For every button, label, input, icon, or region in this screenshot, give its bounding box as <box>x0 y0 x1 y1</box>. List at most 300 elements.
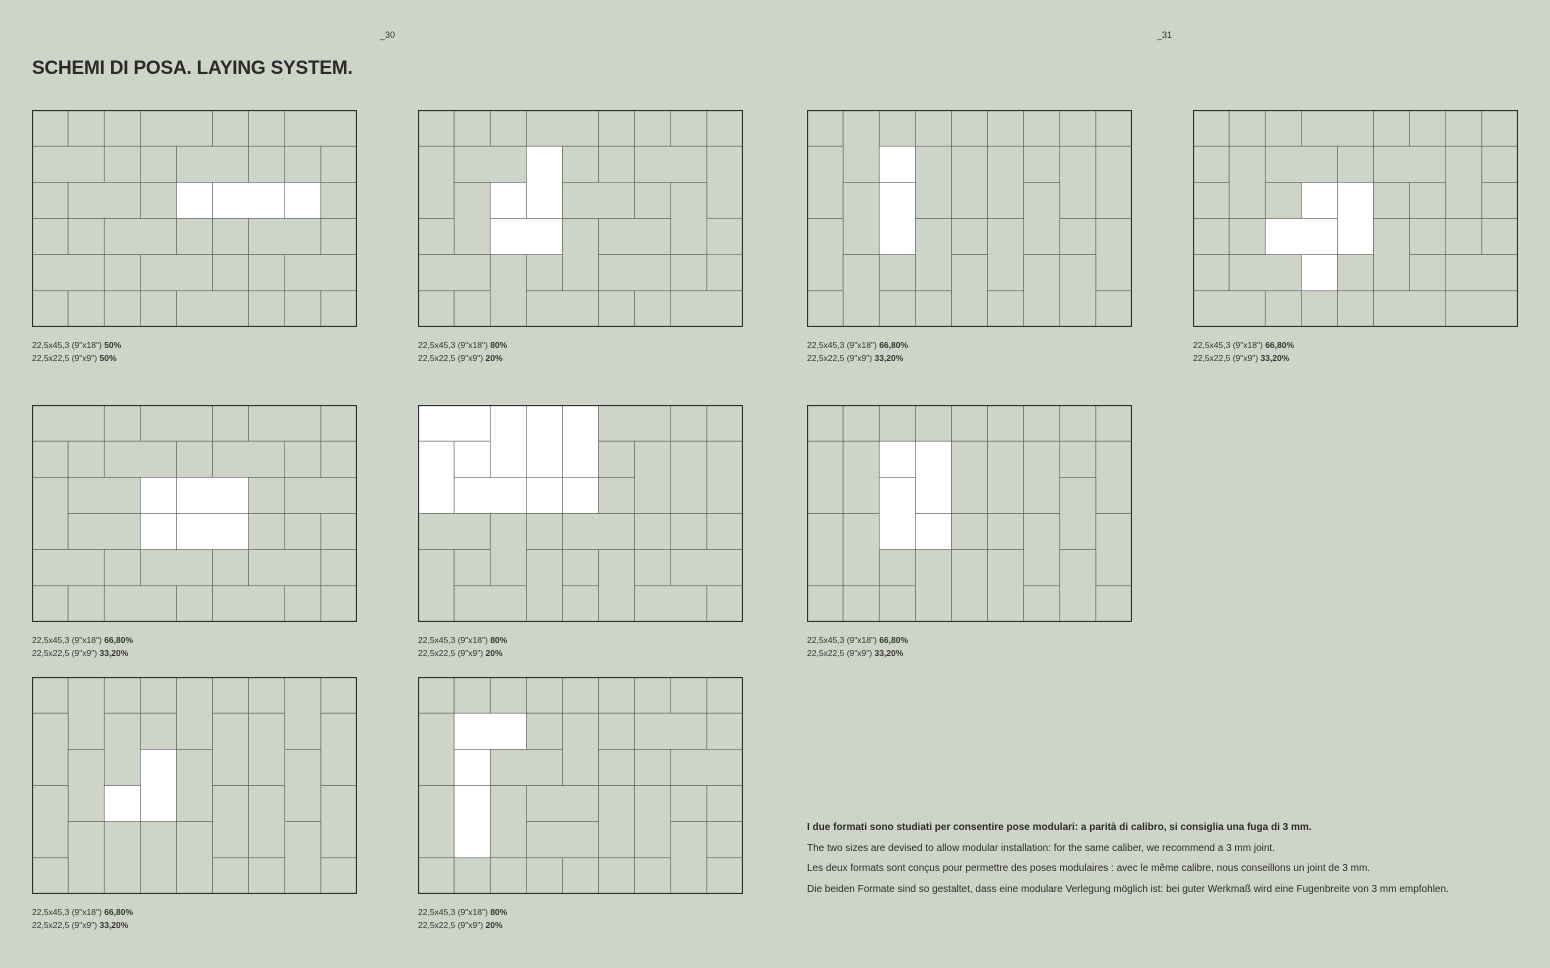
tile <box>418 858 454 894</box>
tile <box>454 291 490 327</box>
highlighted-tile <box>526 146 562 218</box>
tile <box>1096 441 1132 513</box>
tile <box>707 146 743 218</box>
tile <box>951 219 987 255</box>
tile <box>843 441 879 513</box>
highlighted-tile <box>104 786 140 822</box>
tile <box>285 291 321 327</box>
tile <box>213 219 249 255</box>
tile <box>32 110 68 146</box>
scheme-2-caption <box>418 339 743 364</box>
tile <box>599 786 635 858</box>
tile <box>1024 146 1060 182</box>
highlighted-tile <box>176 514 248 550</box>
tile <box>635 514 671 550</box>
scheme-5-caption <box>32 634 357 659</box>
highlighted-tile <box>176 477 248 513</box>
tile <box>707 405 743 441</box>
tile <box>321 441 357 477</box>
caption-line-large-tile: 22,5x45,3 (9"x18") 80% <box>418 907 508 917</box>
tile <box>249 550 321 586</box>
highlighted-tile <box>526 405 562 477</box>
tile <box>1024 255 1060 327</box>
highlighted-tile <box>140 749 176 821</box>
tile <box>1193 110 1229 146</box>
laying-scheme-1 <box>32 110 357 364</box>
highlighted-tile <box>285 182 321 218</box>
tile <box>915 291 951 327</box>
tile <box>707 858 743 894</box>
tile <box>1229 255 1301 291</box>
tile <box>599 749 635 785</box>
tile <box>807 441 843 513</box>
tile <box>490 786 526 858</box>
tile <box>988 514 1024 550</box>
tile <box>454 858 490 894</box>
tile <box>879 550 915 586</box>
tile <box>1482 110 1518 146</box>
tile <box>526 550 562 622</box>
laying-scheme-2 <box>418 110 743 364</box>
tile <box>1060 219 1096 255</box>
tile <box>599 477 635 513</box>
tile <box>807 110 843 146</box>
tile <box>1301 110 1373 146</box>
tile <box>1096 146 1132 218</box>
tile <box>1482 182 1518 218</box>
highlighted-tile <box>879 477 915 549</box>
tile <box>807 514 843 586</box>
tile <box>213 858 249 894</box>
tile <box>635 586 707 622</box>
scheme-7-diagram <box>807 405 1132 622</box>
tile <box>843 514 879 586</box>
tile <box>140 110 212 146</box>
tile <box>249 786 285 858</box>
tile <box>1229 219 1265 255</box>
tile <box>104 291 140 327</box>
highlighted-tile <box>526 477 562 513</box>
tile <box>562 182 634 218</box>
scheme-3-caption <box>807 339 1132 364</box>
tile <box>671 405 707 441</box>
caption-line-large-tile: 22,5x45,3 (9"x18") 66,80% <box>32 907 134 917</box>
tile <box>32 586 68 622</box>
tile <box>1265 182 1301 218</box>
caption-line-large-tile: 22,5x45,3 (9"x18") 80% <box>418 340 508 350</box>
tile <box>671 441 707 513</box>
tile <box>988 405 1024 441</box>
tile <box>32 441 68 477</box>
tile <box>635 786 671 858</box>
tile <box>807 219 843 291</box>
tile <box>671 255 707 291</box>
tile <box>249 146 285 182</box>
tile <box>1193 219 1229 255</box>
tile <box>285 110 357 146</box>
laying-scheme-9 <box>418 677 743 931</box>
highlighted-tile <box>490 405 526 477</box>
tile <box>707 514 743 550</box>
tile <box>988 441 1024 513</box>
tile <box>454 677 490 713</box>
tile <box>879 586 915 622</box>
tile <box>526 514 562 550</box>
tile <box>1229 146 1265 218</box>
tile <box>454 586 526 622</box>
tile <box>671 749 743 785</box>
tile <box>1096 110 1132 146</box>
scheme-3-diagram <box>807 110 1132 327</box>
tile <box>1193 291 1265 327</box>
tile <box>418 219 454 255</box>
tile <box>1024 405 1060 441</box>
tile <box>879 405 915 441</box>
tile <box>68 291 104 327</box>
tile <box>32 146 104 182</box>
laying-scheme-3 <box>807 110 1132 364</box>
tile <box>951 405 987 441</box>
tile <box>599 291 635 327</box>
tile <box>807 405 843 441</box>
scheme-8-diagram <box>32 677 357 894</box>
tile <box>321 713 357 785</box>
tile <box>951 550 987 622</box>
laying-scheme-5 <box>32 405 357 659</box>
tile <box>321 586 357 622</box>
tile <box>843 255 879 327</box>
tile <box>1024 441 1060 513</box>
tile <box>1060 110 1096 146</box>
caption-line-large-tile: 22,5x45,3 (9"x18") 66,80% <box>807 340 909 350</box>
tile <box>418 291 454 327</box>
highlighted-tile <box>140 514 176 550</box>
tile <box>285 514 321 550</box>
tile <box>68 586 104 622</box>
tile <box>1410 182 1446 218</box>
tile <box>140 822 176 894</box>
caption-line-small-tile: 22,5x22,5 (9"x9") 33,20% <box>807 647 904 658</box>
tile <box>249 405 321 441</box>
laying-scheme-8 <box>32 677 357 931</box>
caption-line-large-tile: 22,5x45,3 (9"x18") 66,80% <box>807 635 909 645</box>
tile <box>418 110 454 146</box>
tile <box>140 550 212 586</box>
tile <box>213 255 249 291</box>
tile <box>140 182 176 218</box>
tile <box>104 550 140 586</box>
highlighted-tile <box>418 405 490 441</box>
tile <box>68 110 104 146</box>
tile <box>418 677 454 713</box>
caption-line-small-tile: 22,5x22,5 (9"x9") 50% <box>32 352 117 363</box>
caption-line-small-tile: 22,5x22,5 (9"x9") 33,20% <box>1193 352 1290 363</box>
tile <box>635 749 671 785</box>
tile <box>285 255 357 291</box>
tile <box>526 858 562 894</box>
tile <box>418 550 454 622</box>
tile <box>104 713 140 785</box>
highlighted-tile <box>562 477 598 513</box>
tile <box>915 550 951 622</box>
tile <box>213 550 249 586</box>
tile <box>176 219 212 255</box>
tile <box>562 586 598 622</box>
tile <box>1265 291 1301 327</box>
tile <box>68 514 140 550</box>
tile <box>1374 110 1410 146</box>
tile <box>176 586 212 622</box>
tile <box>213 441 285 477</box>
page-title: SCHEMI DI POSA. LAYING SYSTEM. <box>32 58 353 79</box>
tile <box>32 405 104 441</box>
tile <box>490 858 526 894</box>
tile <box>104 219 176 255</box>
tile <box>988 291 1024 327</box>
tile <box>32 219 68 255</box>
tile <box>526 786 598 822</box>
tile <box>104 110 140 146</box>
scheme-4-diagram <box>1193 110 1518 327</box>
tile <box>104 255 140 291</box>
tile <box>321 291 357 327</box>
tile <box>321 786 357 858</box>
tile <box>68 677 104 749</box>
tile <box>1024 182 1060 254</box>
tile <box>599 441 635 477</box>
note-french: Les deux formats sont conçus pour permettre des poses modulaires : avec le même calibre, nous conseillons un joint de 3 mm. <box>807 863 1371 874</box>
tile <box>671 786 707 822</box>
tile <box>454 110 490 146</box>
tile <box>707 786 743 822</box>
tile <box>213 677 249 713</box>
scheme-6-diagram <box>418 405 743 622</box>
highlighted-tile <box>490 219 562 255</box>
tile <box>1193 146 1229 182</box>
highlighted-tile <box>176 182 212 218</box>
tile <box>490 255 526 327</box>
tile <box>176 441 212 477</box>
tile <box>104 146 140 182</box>
tile <box>635 291 671 327</box>
tile <box>249 514 285 550</box>
tile <box>635 858 671 894</box>
tile <box>32 182 68 218</box>
tile <box>213 110 249 146</box>
tile <box>1060 146 1096 218</box>
tile <box>68 749 104 821</box>
tile <box>249 291 285 327</box>
tile <box>32 255 104 291</box>
tile <box>140 713 176 749</box>
tile <box>249 477 285 513</box>
tile <box>562 550 598 586</box>
highlighted-tile <box>454 713 526 749</box>
tile <box>671 182 707 254</box>
caption-line-large-tile: 22,5x45,3 (9"x18") 80% <box>418 635 508 645</box>
scheme-6-caption <box>418 634 743 659</box>
tile <box>915 146 951 218</box>
tile <box>321 858 357 894</box>
tile <box>635 677 671 713</box>
tile <box>490 110 526 146</box>
tile <box>1446 291 1518 327</box>
tile <box>285 677 321 749</box>
tile <box>843 586 879 622</box>
tile <box>104 822 140 894</box>
tile <box>1446 110 1482 146</box>
tile <box>1482 219 1518 255</box>
tile <box>635 110 671 146</box>
tile <box>32 291 68 327</box>
tile <box>1446 219 1482 255</box>
tile <box>418 713 454 785</box>
highlighted-tile <box>1301 182 1337 218</box>
tile <box>285 146 321 182</box>
caption-line-small-tile: 22,5x22,5 (9"x9") 20% <box>418 352 503 363</box>
tile <box>490 514 526 586</box>
laying-scheme-6 <box>418 405 743 659</box>
tile <box>635 146 707 182</box>
caption-line-small-tile: 22,5x22,5 (9"x9") 20% <box>418 919 503 930</box>
tile <box>671 677 707 713</box>
tile <box>988 110 1024 146</box>
tile <box>1337 146 1373 182</box>
tile <box>562 514 634 550</box>
tile <box>526 291 598 327</box>
tile <box>418 786 454 858</box>
tile <box>454 182 490 254</box>
highlighted-tile <box>562 405 598 477</box>
tile <box>1060 255 1096 327</box>
tile <box>526 713 562 749</box>
tile <box>526 255 562 291</box>
tile <box>1446 146 1482 218</box>
tile <box>671 550 743 586</box>
tile <box>599 858 635 894</box>
tile <box>879 291 915 327</box>
tile <box>599 713 635 749</box>
tile <box>104 677 140 713</box>
tile <box>249 677 285 713</box>
tile <box>707 255 743 291</box>
tile <box>32 677 68 713</box>
tile <box>140 677 176 713</box>
tile <box>249 858 285 894</box>
tile <box>1482 146 1518 182</box>
tile <box>635 550 671 586</box>
highlighted-tile <box>454 441 490 477</box>
tile <box>249 713 285 785</box>
tile <box>1446 255 1518 291</box>
note-german: Die beiden Formate sind so gestaltet, dass eine modulare Verlegung möglich ist: bei guter Werkmaß wird eine Fugenbreite von 3 mm empfohlen. <box>807 883 1449 895</box>
tile <box>562 219 598 291</box>
tile <box>213 405 249 441</box>
tile <box>951 110 987 146</box>
tile <box>843 405 879 441</box>
tile <box>951 441 987 513</box>
tile <box>635 713 707 749</box>
tile <box>321 514 357 550</box>
tile <box>1024 586 1060 622</box>
tile <box>68 441 104 477</box>
tile <box>1096 219 1132 291</box>
caption-line-large-tile: 22,5x45,3 (9"x18") 50% <box>32 340 122 350</box>
tile <box>321 219 357 255</box>
tile <box>915 219 951 291</box>
caption-line-small-tile: 22,5x22,5 (9"x9") 20% <box>418 647 503 658</box>
tile <box>1060 550 1096 622</box>
tile <box>635 182 671 218</box>
highlighted-tile <box>454 749 490 785</box>
tile <box>140 291 176 327</box>
tile <box>104 586 176 622</box>
tile <box>843 110 879 182</box>
scheme-1-diagram <box>32 110 357 327</box>
tile <box>988 550 1024 622</box>
tile <box>707 441 743 513</box>
highlighted-tile <box>213 182 285 218</box>
tile <box>671 822 707 894</box>
note-italian: I due formati sono studiati per consentire pose modulari: a parità di calibro, si consiglia una fuga di 3 mm. <box>807 822 1312 833</box>
tile <box>32 477 68 549</box>
tile <box>526 822 598 858</box>
tile <box>321 677 357 713</box>
scheme-4-caption <box>1193 339 1518 364</box>
tile <box>285 477 357 513</box>
highlighted-tile <box>1265 219 1337 255</box>
tile <box>599 219 671 255</box>
scheme-9-caption <box>418 906 743 931</box>
highlighted-tile <box>915 441 951 513</box>
tile <box>951 146 987 218</box>
tile <box>454 146 526 182</box>
highlighted-tile <box>454 786 490 858</box>
tile <box>285 749 321 821</box>
tile <box>140 405 212 441</box>
tile <box>1096 291 1132 327</box>
tile <box>915 405 951 441</box>
tile <box>104 441 176 477</box>
tile <box>988 146 1024 218</box>
tile <box>599 110 635 146</box>
tile <box>1374 182 1410 218</box>
tile <box>321 182 357 218</box>
caption-line-large-tile: 22,5x45,3 (9"x18") 66,80% <box>1193 340 1295 350</box>
tile <box>32 858 68 894</box>
tile <box>526 110 598 146</box>
tile <box>285 822 321 894</box>
tile <box>1096 514 1132 586</box>
tile <box>951 514 987 550</box>
tile <box>562 146 598 182</box>
tile <box>285 586 321 622</box>
scheme-1-caption <box>32 339 357 364</box>
tile <box>1374 146 1446 182</box>
tile <box>599 405 671 441</box>
scheme-8-caption <box>32 906 357 931</box>
scheme-5-diagram <box>32 405 357 622</box>
tile <box>707 822 743 858</box>
tile <box>321 550 357 586</box>
caption-line-small-tile: 22,5x22,5 (9"x9") 33,20% <box>32 919 129 930</box>
page-number-right: _31 <box>1157 30 1173 40</box>
tile <box>707 110 743 146</box>
tile <box>951 255 987 327</box>
tile <box>671 291 743 327</box>
highlighted-tile <box>140 477 176 513</box>
highlighted-tile <box>490 182 526 218</box>
